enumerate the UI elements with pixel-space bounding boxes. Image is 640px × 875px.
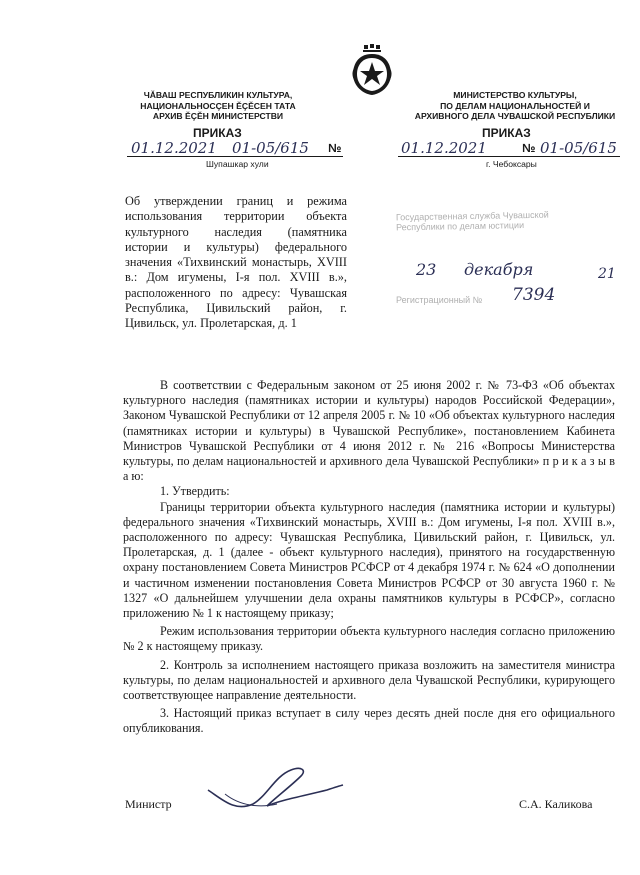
ministry-header-chuvash — [118, 90, 318, 122]
stamp-reg-number: 7394 — [512, 285, 556, 305]
order-place-right: г. Чебоксары — [486, 159, 537, 169]
header-line: АРХИВНОГО ДЕЛА ЧУВАШСКОЙ РЕСПУБЛИКИ — [414, 111, 616, 121]
stamp-line: Государственная служба Чувашской — [395, 209, 549, 223]
ministry-header-russian — [400, 90, 630, 122]
stamp-date-month: декабря — [464, 260, 534, 279]
signatory-name: С.А. Каликова — [519, 797, 593, 811]
header-line: ЧӐВАШ РЕСПУБЛИКИН КУЛЬТУРА, — [143, 90, 293, 100]
document-title: Об утверждении границ и режима использования территории объекта культурного наследия (памятника истории и культуры) федерального значения «Тихвинский монастырь, XVIII в.: Дом игумены, I-я пол. XVIII в.», расположенного по адресу: Чувашская Республика, Цивильский район, г. Цивильск, ул. Пролетарская, д. 1 — [125, 194, 347, 331]
order-label-left: ПРИКАЗ — [193, 126, 242, 140]
item-2-paragraph: 2. Контроль за исполнением настоящего приказа возложить на заместителя министра культуры, по делам национальностей и архивного дела Чувашской Республики, курирующего соответствующее направление деятельности. — [123, 657, 615, 703]
order-number-right: 01-05/615 — [540, 139, 617, 157]
number-sign-right: № — [522, 141, 536, 155]
handwritten-signature — [205, 760, 345, 820]
number-sign-left: № — [328, 141, 342, 155]
order-label-right: ПРИКАЗ — [482, 126, 531, 140]
item-1-heading: 1. Утвердить: — [160, 484, 230, 499]
document-body — [123, 378, 615, 737]
order-number-left: 01-05/615 — [232, 139, 309, 157]
signature-position: Министр — [125, 797, 172, 811]
order-date-left: 01.12.2021 — [131, 139, 217, 157]
order-date-right: 01.12.2021 — [401, 139, 487, 157]
header-line: ПО ДЕЛАМ НАЦИОНАЛЬНОСТЕЙ И — [440, 100, 590, 111]
stamp-date-year: 21 — [598, 266, 616, 282]
item-1-regime: Режим использования территории объекта культурного наследия согласно приложению № 2 к настоящему приказу. — [123, 624, 615, 654]
coat-of-arms-emblem — [351, 44, 393, 96]
header-line: МИНИСТЕРСТВО КУЛЬТУРЫ, — [453, 90, 577, 100]
header-line: НАЦИОНАЛЬНОСÇЕН ĔÇĔСЕН ТАТА — [140, 100, 296, 111]
header-line: АРХИВ ĔÇĔН МИНИСТЕРСТВИ — [152, 111, 284, 121]
order-place-left: Шупашкар хули — [206, 159, 269, 169]
item-1-boundaries: Границы территории объекта культурного наследия (памятника истории и культуры) федерального значения «Тихвинский монастырь, XVIII в.: Дом игумены, I-я пол. XVIII в.», расположенного по адресу: Чувашская Республика, Цивильский район, г. Цивильск, ул. Пролетарская, д. 1 (далее - объект культурного наследия), принятого на государственную охрану постановлением Совета Министров РСФСР от 4 декабря 1974 г. № 624 «О дополнении и частичном изменении постановления Совета Министров РСФСР от 30 августа 1960 г. № 1327 «О дальнейшем улучшении дела охраны памятников культуры в РСФСР», согласно приложению № 1 к настоящему приказу; — [123, 499, 615, 621]
order-underline-right — [398, 156, 620, 157]
stamp-date-day: 23 — [416, 260, 437, 279]
stamp-reg-label: Регистрационный № — [396, 295, 483, 305]
registration-stamp — [396, 210, 549, 233]
order-underline-left — [127, 156, 343, 157]
preamble-paragraph: В соответствии с Федеральным законом от 25 июня 2002 г. № 73-ФЗ «Об объектах культурного наследия (памятниках истории и культуры) народов Российской Федерации», Законом Чувашской Республики от 12 апреля 2005 г. № 10 «Об объектах культурного наследия (памятниках истории и культуры) в Чувашской Республике», постановлением Кабинета Министров Чувашской Республики от 4 июня 2012 г. № 216 «Вопросы Министерства культуры, по делам национальностей и архивного дела Чувашской Республики» п р и к а з ы в а ю: — [123, 378, 615, 484]
stamp-line: Республики по делам юстиции — [396, 220, 525, 233]
item-3-paragraph: 3. Настоящий приказ вступает в силу через десять дней после дня его официального опубликования. — [123, 706, 615, 736]
